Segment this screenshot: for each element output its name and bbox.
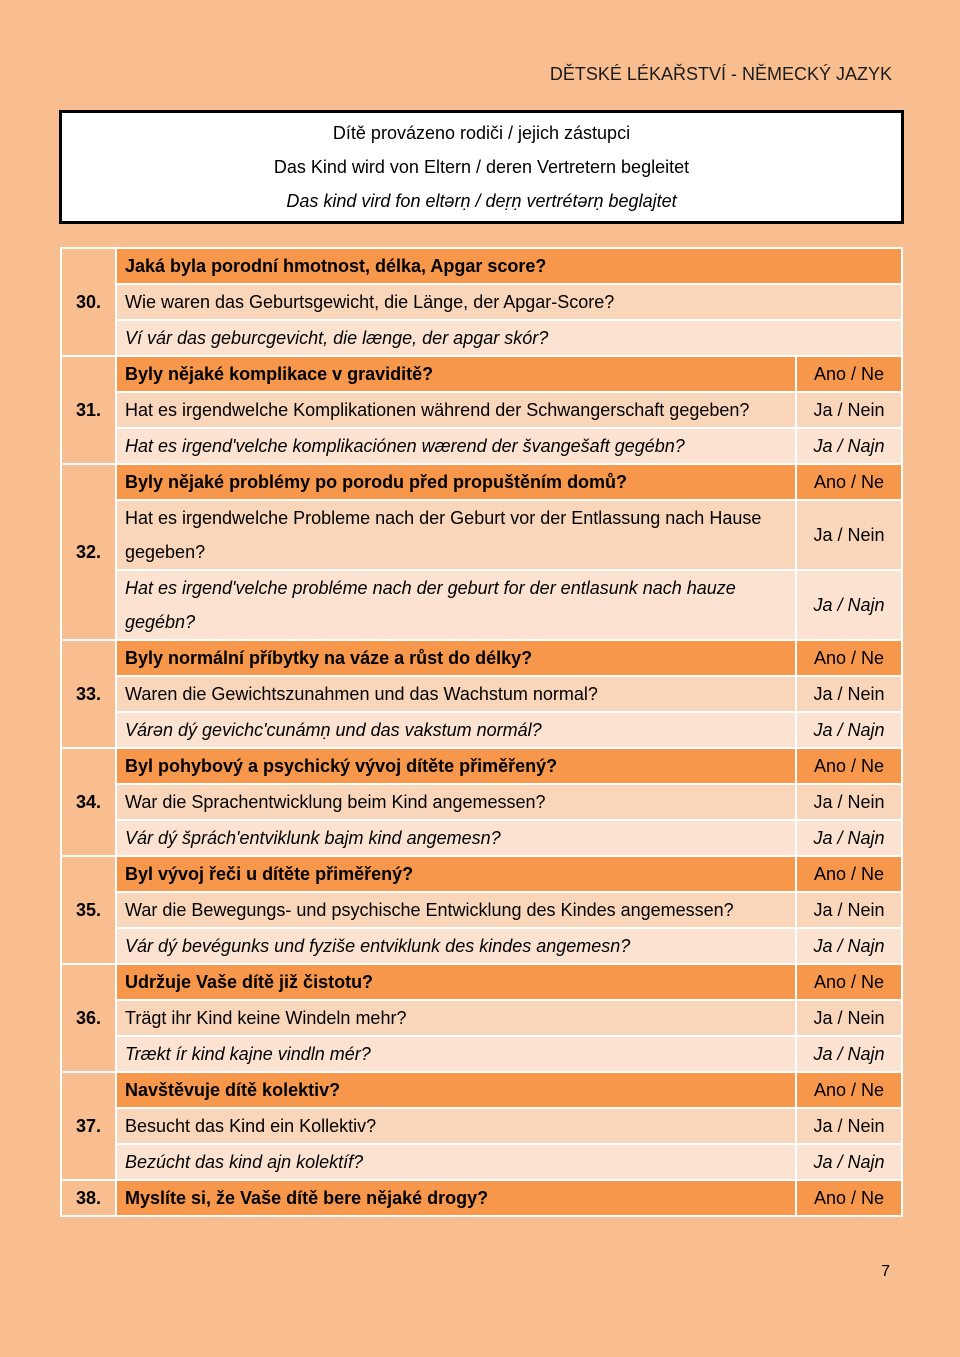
question-transcription: Vár dý šprách'entviklunk bajm kind angemesn? <box>116 820 796 856</box>
question-transcription: Hat es irgend'velche komplikaciónen wærend der švangešaft gegébn? <box>116 428 796 464</box>
question-row-german <box>61 500 902 570</box>
answer-czech: Ano / Ne <box>796 856 902 892</box>
question-number: 33. <box>61 640 116 748</box>
answer-czech: Ano / Ne <box>796 640 902 676</box>
answer-transcription: Ja / Najn <box>796 712 902 748</box>
answer-czech: Ano / Ne <box>796 1180 902 1216</box>
intro-german: Das Kind wird von Eltern / deren Vertretern begleitet <box>273 157 690 177</box>
question-transcription: Várən dý gevichc'cunámṇ und das vakstum normál? <box>116 712 796 748</box>
answer-transcription: Ja / Najn <box>796 570 902 640</box>
question-row-czech <box>61 856 902 892</box>
answer-german: Ja / Nein <box>796 500 902 570</box>
question-row-transcription <box>61 1036 902 1072</box>
question-number: 30. <box>61 248 116 356</box>
question-transcription: Trækt ír kind kajne vindln mér? <box>116 1036 796 1072</box>
question-czech: Byly normální příbytky na váze a růst do délky? <box>116 640 796 676</box>
answer-german: Ja / Nein <box>796 1108 902 1144</box>
question-czech: Myslíte si, že Vaše dítě bere nějaké drogy? <box>116 1180 796 1216</box>
question-row-transcription <box>61 1144 902 1180</box>
question-row-czech <box>61 1072 902 1108</box>
question-row-czech <box>61 464 902 500</box>
question-row-german <box>61 1108 902 1144</box>
question-czech: Byl pohybový a psychický vývoj dítěte přiměřený? <box>116 748 796 784</box>
question-german: War die Bewegungs- und psychische Entwicklung des Kindes angemessen? <box>116 892 796 928</box>
question-czech: Byl vývoj řeči u dítěte přiměřený? <box>116 856 796 892</box>
answer-transcription: Ja / Najn <box>796 820 902 856</box>
question-row-transcription <box>61 820 902 856</box>
answer-czech: Ano / Ne <box>796 464 902 500</box>
answer-german: Ja / Nein <box>796 1000 902 1036</box>
question-german: Wie waren das Geburtsgewicht, die Länge, der Apgar-Score? <box>116 284 902 320</box>
answer-czech: Ano / Ne <box>796 1072 902 1108</box>
question-row-german <box>61 1000 902 1036</box>
question-number: 35. <box>61 856 116 964</box>
question-transcription: Vár dý bevégunks und fyziše entviklunk des kindes angemesn? <box>116 928 796 964</box>
question-row-czech <box>61 1180 902 1216</box>
question-row-czech <box>61 964 902 1000</box>
question-german: Hat es irgendwelche Komplikationen während der Schwangerschaft gegeben? <box>116 392 796 428</box>
question-czech: Navštěvuje dítě kolektiv? <box>116 1072 796 1108</box>
answer-czech: Ano / Ne <box>796 964 902 1000</box>
answer-german: Ja / Nein <box>796 392 902 428</box>
question-number: 36. <box>61 964 116 1072</box>
question-transcription: Hat es irgend'velche probléme nach der geburt for der entlasunk nach hauze gegébn? <box>116 570 796 640</box>
question-row-transcription <box>61 320 902 356</box>
question-row-german <box>61 784 902 820</box>
intro-box <box>59 110 904 224</box>
question-german: Waren die Gewichtszunahmen und das Wachstum normal? <box>116 676 796 712</box>
answer-czech: Ano / Ne <box>796 356 902 392</box>
question-row-czech <box>61 748 902 784</box>
questions-table <box>60 247 903 1217</box>
question-german: War die Sprachentwicklung beim Kind angemessen? <box>116 784 796 820</box>
question-transcription: Ví vár das geburcgevicht, die længe, der apgar skór? <box>116 320 902 356</box>
document-title: DĚTSKÉ LÉKAŘSTVÍ - NĚMECKÝ JAZYK <box>549 64 892 84</box>
answer-transcription: Ja / Najn <box>796 1036 902 1072</box>
question-czech: Udržuje Vaše dítě již čistotu? <box>116 964 796 1000</box>
question-number: 38. <box>61 1180 116 1216</box>
question-row-german <box>61 892 902 928</box>
intro-transcription: Das kind vird fon eltərṇ / deṛṇ vertrétərṇ beglajtet <box>286 191 677 211</box>
question-row-czech <box>61 640 902 676</box>
question-czech: Jaká byla porodní hmotnost, délka, Apgar score? <box>116 248 902 284</box>
question-transcription: Bezúcht das kind ajn kolektíf? <box>116 1144 796 1180</box>
question-number: 34. <box>61 748 116 856</box>
page-number: 7 <box>881 1263 890 1280</box>
answer-german: Ja / Nein <box>796 892 902 928</box>
question-row-german <box>61 676 902 712</box>
question-czech: Byly nějaké komplikace v graviditě? <box>116 356 796 392</box>
question-row-german <box>61 392 902 428</box>
answer-german: Ja / Nein <box>796 784 902 820</box>
question-row-czech <box>61 356 902 392</box>
question-german: Hat es irgendwelche Probleme nach der Geburt vor der Entlassung nach Hause gegeben? <box>116 500 796 570</box>
question-row-transcription <box>61 712 902 748</box>
question-german: Besucht das Kind ein Kollektiv? <box>116 1108 796 1144</box>
answer-czech: Ano / Ne <box>796 748 902 784</box>
question-row-transcription <box>61 928 902 964</box>
answer-transcription: Ja / Najn <box>796 928 902 964</box>
intro-czech: Dítě provázeno rodiči / jejich zástupci <box>332 123 631 143</box>
question-number: 37. <box>61 1072 116 1180</box>
question-number: 31. <box>61 356 116 464</box>
question-row-czech <box>61 248 902 284</box>
question-number: 32. <box>61 464 116 640</box>
question-german: Trägt ihr Kind keine Windeln mehr? <box>116 1000 796 1036</box>
question-row-transcription <box>61 570 902 640</box>
question-czech: Byly nějaké problémy po porodu před propuštěním domů? <box>116 464 796 500</box>
answer-transcription: Ja / Najn <box>796 1144 902 1180</box>
question-row-german <box>61 284 902 320</box>
answer-german: Ja / Nein <box>796 676 902 712</box>
question-row-transcription <box>61 428 902 464</box>
answer-transcription: Ja / Najn <box>796 428 902 464</box>
